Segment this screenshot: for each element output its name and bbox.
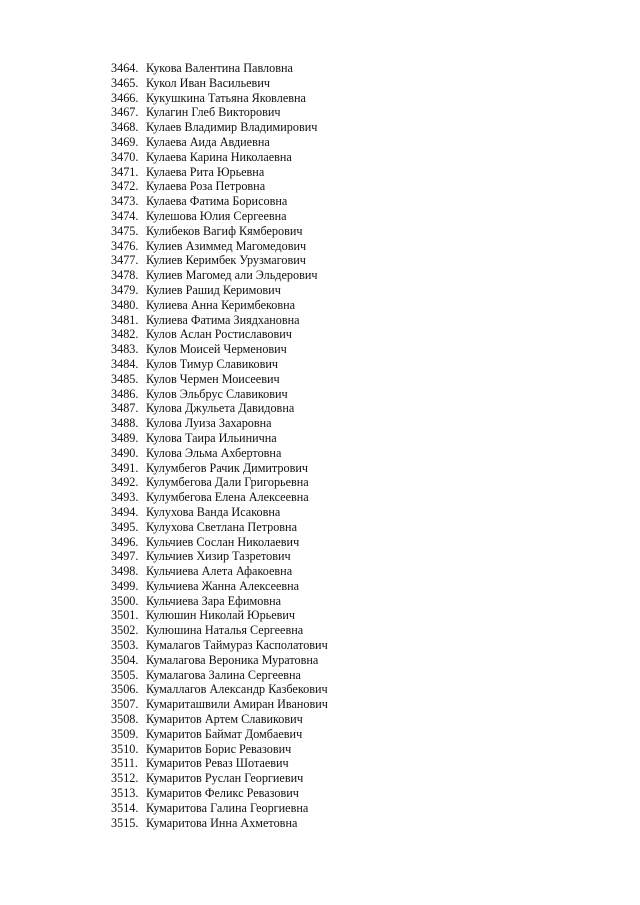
list-item bbox=[111, 801, 328, 816]
entry-name: Кумалагова Вероника Муратовна bbox=[146, 652, 319, 667]
list-item bbox=[111, 668, 328, 683]
entry-name: Кулухова Ванда Исаковна bbox=[146, 504, 281, 519]
entry-number: 3480. bbox=[111, 297, 139, 312]
entry-name: Кулаев Владимир Владимирович bbox=[146, 120, 318, 135]
entry-number: 3474. bbox=[111, 208, 139, 223]
list-item bbox=[111, 76, 328, 91]
entry-name: Кулаева Роза Петровна bbox=[146, 179, 266, 194]
entry-number: 3477. bbox=[111, 253, 139, 268]
entry-number: 3478. bbox=[111, 268, 139, 283]
entry-number: 3493. bbox=[111, 490, 139, 505]
entry-name: Кулов Аслан Ростиславович bbox=[146, 327, 292, 342]
entry-name: Кукол Иван Васильевич bbox=[146, 75, 270, 90]
entry-number: 3470. bbox=[111, 149, 139, 164]
list-item bbox=[111, 150, 328, 165]
entry-number: 3467. bbox=[111, 105, 139, 120]
list-item bbox=[111, 490, 328, 505]
entry-name: Кулибеков Вагиф Кямберович bbox=[146, 223, 303, 238]
list-item bbox=[111, 505, 328, 520]
list-item bbox=[111, 416, 328, 431]
entry-name: Кумариташвили Амиран Иванович bbox=[146, 697, 328, 712]
list-item bbox=[111, 120, 328, 135]
list-item bbox=[111, 401, 328, 416]
entry-number: 3509. bbox=[111, 726, 139, 741]
entry-name: Кулухова Светлана Петровна bbox=[146, 519, 297, 534]
entry-number: 3485. bbox=[111, 371, 139, 386]
list-item bbox=[111, 682, 328, 697]
entry-name: Кумаллагов Александр Казбекович bbox=[146, 682, 328, 697]
list-item bbox=[111, 194, 328, 209]
entry-name: Кулюшин Николай Юрьевич bbox=[146, 608, 296, 623]
entry-name: Кулаева Аида Авдиевна bbox=[146, 134, 270, 149]
list-item bbox=[111, 461, 328, 476]
list-item bbox=[111, 224, 328, 239]
entry-number: 3490. bbox=[111, 445, 139, 460]
entry-number: 3511. bbox=[111, 756, 138, 771]
entry-name: Кулова Таира Ильинична bbox=[146, 430, 277, 445]
entry-number: 3489. bbox=[111, 430, 139, 445]
list-item bbox=[111, 91, 328, 106]
entry-number: 3515. bbox=[111, 815, 139, 830]
entry-number: 3499. bbox=[111, 578, 139, 593]
entry-number: 3500. bbox=[111, 593, 139, 608]
entry-number: 3495. bbox=[111, 519, 139, 534]
list-item bbox=[111, 742, 328, 757]
entry-number: 3479. bbox=[111, 282, 139, 297]
list-item bbox=[111, 520, 328, 535]
name-list bbox=[111, 61, 328, 830]
entry-name: Кулов Моисей Черменович bbox=[146, 342, 287, 357]
entry-name: Кульчиева Алета Афакоевна bbox=[146, 564, 293, 579]
entry-number: 3491. bbox=[111, 460, 139, 475]
entry-name: Кулов Эльбрус Славикович bbox=[146, 386, 288, 401]
entry-number: 3466. bbox=[111, 90, 139, 105]
list-item bbox=[111, 61, 328, 76]
list-item bbox=[111, 165, 328, 180]
entry-name: Кумаритова Инна Ахметовна bbox=[146, 815, 298, 830]
entry-name: Кумаритова Галина Георгиевна bbox=[146, 800, 309, 815]
entry-name: Кулиев Рашид Керимович bbox=[146, 282, 281, 297]
entry-name: Кульчиев Сослан Николаевич bbox=[146, 534, 300, 549]
entry-number: 3508. bbox=[111, 712, 139, 727]
entry-name: Кукова Валентина Павловна bbox=[146, 61, 293, 75]
list-item bbox=[111, 638, 328, 653]
entry-number: 3506. bbox=[111, 682, 139, 697]
list-item bbox=[111, 653, 328, 668]
list-item bbox=[111, 579, 328, 594]
entry-name: Кумаритов Феликс Ревазович bbox=[146, 786, 299, 801]
list-item bbox=[111, 608, 328, 623]
entry-number: 3513. bbox=[111, 786, 139, 801]
entry-number: 3497. bbox=[111, 549, 139, 564]
entry-number: 3484. bbox=[111, 356, 139, 371]
entry-number: 3494. bbox=[111, 504, 139, 519]
entry-number: 3496. bbox=[111, 534, 139, 549]
list-item bbox=[111, 105, 328, 120]
list-item bbox=[111, 446, 328, 461]
entry-name: Кумаритов Баймат Домбаевич bbox=[146, 726, 303, 741]
list-item bbox=[111, 727, 328, 742]
list-item bbox=[111, 313, 328, 328]
list-item bbox=[111, 253, 328, 268]
entry-name: Кумаритов Артем Славикович bbox=[146, 712, 303, 727]
list-item bbox=[111, 712, 328, 727]
entry-name: Кулешова Юлия Сергеевна bbox=[146, 208, 287, 223]
list-item bbox=[111, 239, 328, 254]
list-item bbox=[111, 623, 328, 638]
list-item bbox=[111, 771, 328, 786]
entry-name: Кулиев Магомед али Эльдерович bbox=[146, 268, 318, 283]
entry-number: 3488. bbox=[111, 416, 139, 431]
entry-number: 3502. bbox=[111, 623, 139, 638]
entry-number: 3501. bbox=[111, 608, 139, 623]
entry-name: Кулаева Карина Николаевна bbox=[146, 149, 292, 164]
entry-number: 3503. bbox=[111, 638, 139, 653]
entry-name: Кумаритов Борис Ревазович bbox=[146, 741, 292, 756]
entry-name: Кулиев Керимбек Урузмагович bbox=[146, 253, 306, 268]
list-item bbox=[111, 535, 328, 550]
list-item bbox=[111, 372, 328, 387]
list-item bbox=[111, 283, 328, 298]
entry-number: 3472. bbox=[111, 179, 139, 194]
list-item bbox=[111, 786, 328, 801]
entry-number: 3505. bbox=[111, 667, 139, 682]
entry-name: Кумаритов Руслан Георгиевич bbox=[146, 771, 304, 786]
entry-number: 3468. bbox=[111, 120, 139, 135]
list-item bbox=[111, 756, 328, 771]
entry-number: 3473. bbox=[111, 194, 139, 209]
entry-number: 3504. bbox=[111, 652, 139, 667]
entry-name: Кулиев Азиммед Магомедович bbox=[146, 238, 307, 253]
entry-name: Кулаева Рита Юрьевна bbox=[146, 164, 265, 179]
entry-number: 3464. bbox=[111, 61, 139, 75]
list-item bbox=[111, 135, 328, 150]
list-item bbox=[111, 594, 328, 609]
entry-name: Кулова Джульета Давидовна bbox=[146, 401, 295, 416]
entry-name: Кумалагова Залина Сергеевна bbox=[146, 667, 301, 682]
entry-number: 3465. bbox=[111, 75, 139, 90]
list-item bbox=[111, 342, 328, 357]
entry-number: 3507. bbox=[111, 697, 139, 712]
list-item bbox=[111, 357, 328, 372]
entry-number: 3482. bbox=[111, 327, 139, 342]
list-item bbox=[111, 298, 328, 313]
entry-name: Кулов Чермен Моисеевич bbox=[146, 371, 280, 386]
list-item bbox=[111, 431, 328, 446]
entry-name: Кульчиева Жанна Алексеевна bbox=[146, 578, 300, 593]
list-item bbox=[111, 697, 328, 712]
list-item bbox=[111, 564, 328, 579]
entry-name: Кулумбегов Рачик Димитрович bbox=[146, 460, 308, 475]
entry-number: 3487. bbox=[111, 401, 139, 416]
entry-number: 3512. bbox=[111, 771, 139, 786]
entry-name: Кулумбегова Елена Алексеевна bbox=[146, 490, 309, 505]
entry-number: 3471. bbox=[111, 164, 139, 179]
entry-number: 3476. bbox=[111, 238, 139, 253]
list-item bbox=[111, 179, 328, 194]
list-item bbox=[111, 387, 328, 402]
entry-name: Кулова Эльма Ахбертовна bbox=[146, 445, 282, 460]
entry-name: Кумаритов Реваз Шотаевич bbox=[146, 756, 289, 771]
entry-name: Кумалагов Таймураз Касполатович bbox=[146, 638, 328, 653]
entry-number: 3481. bbox=[111, 312, 139, 327]
list-item bbox=[111, 209, 328, 224]
entry-number: 3486. bbox=[111, 386, 139, 401]
entry-number: 3510. bbox=[111, 741, 139, 756]
entry-name: Кулумбегова Дали Григорьевна bbox=[146, 475, 309, 490]
entry-name: Кульчиева Зара Ефимовна bbox=[146, 593, 282, 608]
entry-name: Кулов Тимур Славикович bbox=[146, 356, 279, 371]
entry-number: 3469. bbox=[111, 134, 139, 149]
entry-name: Кулюшина Наталья Сергеевна bbox=[146, 623, 304, 638]
list-item bbox=[111, 327, 328, 342]
entry-number: 3498. bbox=[111, 564, 139, 579]
entry-name: Кулиева Анна Керимбековна bbox=[146, 297, 296, 312]
entry-name: Кулаева Фатима Борисовна bbox=[146, 194, 288, 209]
entry-name: Кукушкина Татьяна Яковлевна bbox=[146, 90, 306, 105]
entry-number: 3483. bbox=[111, 342, 139, 357]
entry-name: Кульчиев Хизир Тазретович bbox=[146, 549, 291, 564]
entry-name: Кулиева Фатима Зиядхановна bbox=[146, 312, 300, 327]
list-item bbox=[111, 475, 328, 490]
entry-name: Кулова Луиза Захаровна bbox=[146, 416, 272, 431]
entry-number: 3475. bbox=[111, 223, 139, 238]
entry-number: 3492. bbox=[111, 475, 139, 490]
list-item bbox=[111, 268, 328, 283]
list-item bbox=[111, 549, 328, 564]
entry-number: 3514. bbox=[111, 800, 139, 815]
list-item bbox=[111, 816, 328, 831]
entry-name: Кулагин Глеб Викторович bbox=[146, 105, 281, 120]
